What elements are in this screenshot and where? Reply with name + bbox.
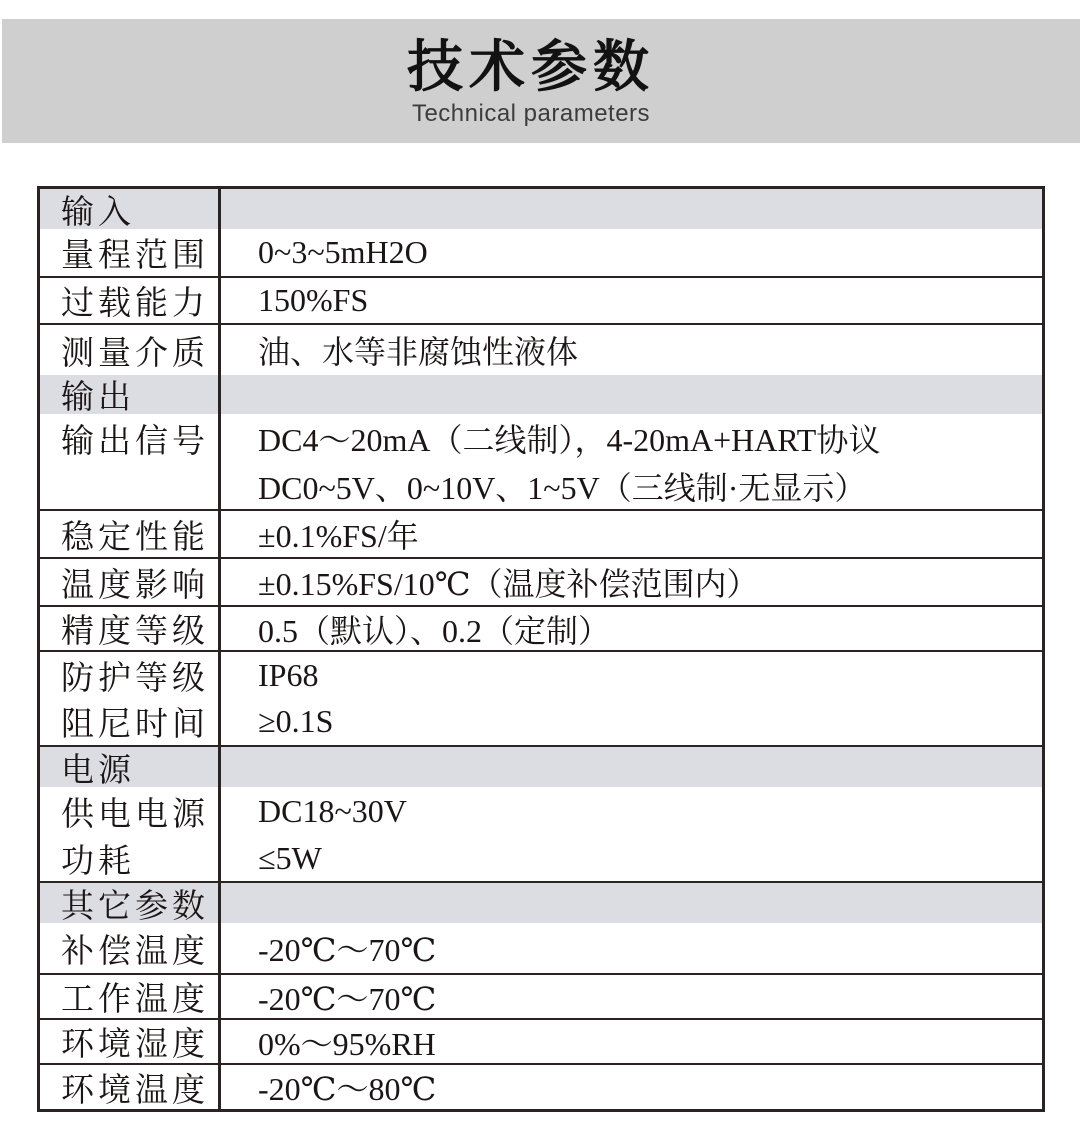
row-value: 油、水等非腐蚀性液体 xyxy=(258,334,579,370)
table-row xyxy=(40,1063,1042,1109)
section-value xyxy=(221,375,1042,414)
row-value: IP68 xyxy=(258,656,319,693)
table-section-row-power xyxy=(40,745,1042,787)
row-label: 供电电源 xyxy=(61,796,209,833)
row-label: 量程范围 xyxy=(61,238,209,274)
section-value xyxy=(221,883,1042,923)
table-row xyxy=(40,787,1042,835)
row-value-line-1: DC4～20mA（二线制），4-20mA+HART协议 xyxy=(258,422,881,458)
section-label: 电源 xyxy=(61,752,135,789)
table-row xyxy=(40,605,1042,650)
row-label: 功耗 xyxy=(61,843,135,880)
row-value: -20℃～70℃ xyxy=(258,980,437,1017)
row-label: 输出信号 xyxy=(61,423,209,460)
row-value-line-2: DC0~5V、0~10V、1~5V（三线制·无显示） xyxy=(258,469,867,506)
row-label: 温度影响 xyxy=(61,567,209,604)
section-value xyxy=(221,747,1042,787)
row-value: ±0.1%FS/年 xyxy=(258,518,419,554)
row-label: 补偿温度 xyxy=(61,933,209,970)
row-value: ≤5W xyxy=(258,839,322,876)
row-value: 0.5（默认）、0.2（定制） xyxy=(258,612,611,649)
row-value: -20℃～80℃ xyxy=(258,1071,437,1107)
row-label: 环境温度 xyxy=(61,1072,209,1109)
row-value: 0~3~5mH2O xyxy=(258,234,428,270)
row-value: DC18~30V xyxy=(258,792,407,829)
table-row xyxy=(40,973,1042,1018)
row-value: 150%FS xyxy=(258,282,369,318)
table-row xyxy=(40,923,1042,973)
row-label: 环境湿度 xyxy=(61,1027,209,1063)
column-divider xyxy=(218,189,221,1109)
table-row xyxy=(40,698,1042,745)
section-value xyxy=(221,189,1042,229)
row-label: 防护等级 xyxy=(61,660,209,697)
section-label: 输入 xyxy=(61,194,135,231)
row-label: 测量介质 xyxy=(61,335,209,372)
table-row xyxy=(40,323,1042,375)
table-row xyxy=(40,276,1042,323)
table-section-row-output xyxy=(40,375,1042,414)
table-row xyxy=(40,229,1042,276)
row-label: 工作温度 xyxy=(61,982,209,1018)
row-label: 精度等级 xyxy=(61,614,209,650)
page-title: 技术参数 xyxy=(407,35,655,99)
row-label: 稳定性能 xyxy=(61,519,209,556)
row-value: ≥0.1S xyxy=(258,703,334,739)
spec-table xyxy=(37,186,1045,1112)
table-section-row-other xyxy=(40,881,1042,923)
page-subtitle: Technical parameters xyxy=(411,99,651,127)
row-value xyxy=(221,414,1042,509)
table-row xyxy=(40,509,1042,557)
row-label: 过载能力 xyxy=(61,286,209,322)
table-row xyxy=(40,650,1042,698)
table-row xyxy=(40,557,1042,605)
table-row xyxy=(40,835,1042,881)
row-value: ±0.15%FS/10℃（温度补偿范围内） xyxy=(258,566,759,602)
table-row xyxy=(40,414,1042,509)
header-banner xyxy=(2,19,1080,143)
section-label: 输出 xyxy=(61,380,135,416)
table-section-row-input xyxy=(40,189,1042,229)
table-row xyxy=(40,1018,1042,1063)
section-label: 其它参数 xyxy=(61,888,209,925)
row-value: -20℃～70℃ xyxy=(258,932,437,968)
row-value: 0%～95%RH xyxy=(258,1025,436,1062)
row-label: 阻尼时间 xyxy=(61,707,209,743)
